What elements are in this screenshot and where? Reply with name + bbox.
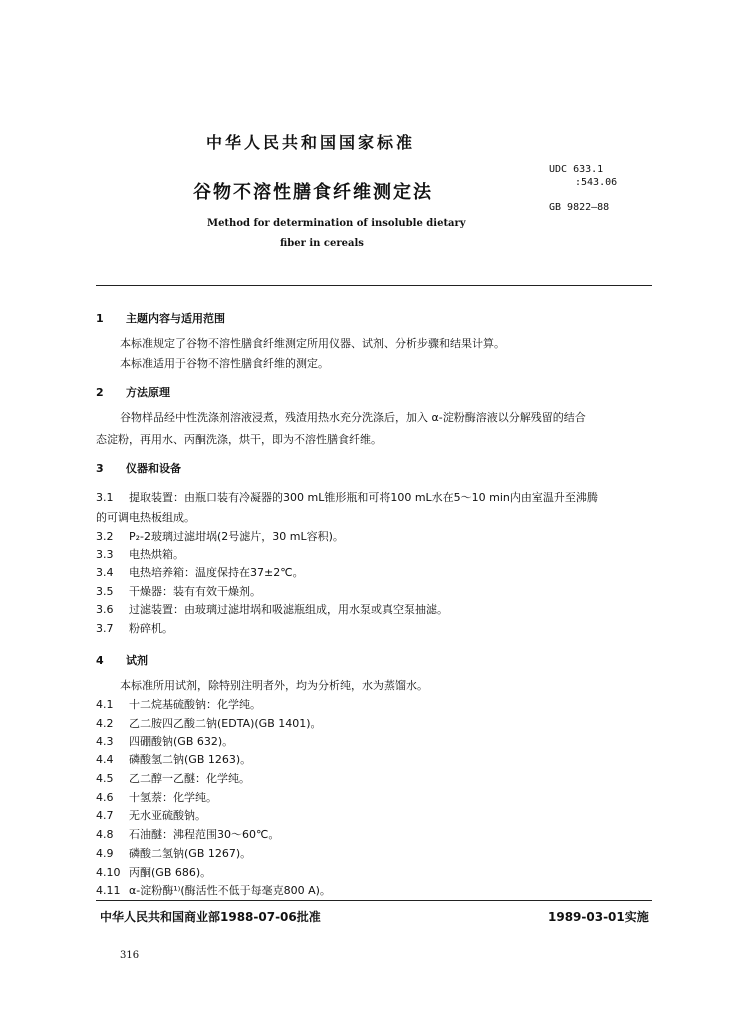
list-item: 3.6 过滤装置：由玻璃过滤坩埚和吸滤瓶组成，用水泵或真空泵抽滤。	[96, 603, 448, 616]
paragraph: 本标准所用试剂，除特别注明者外，均为分析纯，水为蒸馏水。	[120, 679, 428, 692]
document-title: 谷物不溶性膳食纤维测定法	[193, 182, 433, 203]
section-title: 仪器和设备	[126, 462, 181, 475]
section-heading-3	[96, 460, 181, 476]
list-item: 4.8 石油醚：沸程范围30～60℃。	[96, 828, 280, 841]
list-item: 3.5 干燥器：装有有效干燥剂。	[96, 585, 261, 598]
list-item: 3.1 提取装置：由瓶口装有冷凝器的300 mL锥形瓶和可将100 mL水在5～10 min内由室温升至沸腾	[96, 491, 598, 504]
list-item: 4.6 十氢萘：化学纯。	[96, 791, 217, 804]
list-item: 3.3 电热烘箱。	[96, 548, 184, 561]
paragraph: 本标准适用于谷物不溶性膳食纤维的测定。	[120, 357, 329, 370]
paragraph: 谷物样品经中性洗涤剂溶液浸煮，残渣用热水充分洗涤后，加入 α-淀粉酶溶液以分解残留的结合	[120, 411, 586, 424]
udc-code-2: :543.06	[575, 177, 618, 188]
paragraph: 的可调电热板组成。	[96, 511, 195, 524]
section-number: 1	[96, 312, 104, 325]
section-heading-4	[96, 652, 148, 668]
implementation-date: 1989-03-01实施	[548, 910, 649, 924]
list-item: 4.3 四硼酸钠(GB 632)。	[96, 735, 234, 748]
gb-code: GB 9822—88	[549, 202, 610, 213]
section-number: 3	[96, 462, 104, 475]
list-item: 3.7 粉碎机。	[96, 622, 173, 635]
section-title: 试剂	[126, 654, 148, 667]
list-item: 4.1 十二烷基硫酸钠：化学纯。	[96, 698, 261, 711]
list-item: 4.2 乙二胺四乙酸二钠(EDTA)(GB 1401)。	[96, 717, 322, 730]
list-item: 4.10 丙酮(GB 686)。	[96, 866, 212, 879]
list-item: 4.5 乙二醇一乙醚：化学纯。	[96, 772, 250, 785]
section-heading-1	[96, 310, 225, 326]
section-number: 2	[96, 386, 104, 399]
paragraph: 态淀粉，再用水、丙酮洗涤，烘干，即为不溶性膳食纤维。	[96, 433, 382, 446]
section-title: 方法原理	[126, 386, 170, 399]
list-item: 4.7 无水亚硫酸钠。	[96, 809, 206, 822]
approval-line: 中华人民共和国商业部1988-07-06批准	[100, 910, 321, 924]
list-item: 3.2 P₂-2玻璃过滤坩埚(2号滤片，30 mL容积)。	[96, 530, 344, 543]
english-title-line-2: fiber in cereals	[280, 238, 364, 249]
section-title: 主题内容与适用范围	[126, 312, 225, 325]
english-title-line-1: Method for determination of insoluble dietary	[207, 218, 466, 229]
footer-rule	[96, 900, 652, 901]
list-item: 4.9 磷酸二氢钠(GB 1267)。	[96, 847, 252, 860]
section-number: 4	[96, 654, 104, 667]
list-item: 3.4 电热培养箱：温度保持在37±2℃。	[96, 566, 304, 579]
udc-code-1: UDC 633.1	[549, 164, 604, 175]
list-item: 4.4 磷酸氢二钠(GB 1263)。	[96, 753, 252, 766]
page-number: 316	[120, 950, 140, 961]
list-item: 4.11 α-淀粉酶¹⁾(酶活性不低于每毫克800 A)。	[96, 884, 331, 897]
section-heading-2	[96, 384, 170, 400]
issuer-title: 中华人民共和国国家标准	[206, 133, 416, 152]
paragraph: 本标准规定了谷物不溶性膳食纤维测定所用仪器、试剂、分析步骤和结果计算。	[120, 337, 505, 350]
header-rule	[96, 285, 652, 286]
